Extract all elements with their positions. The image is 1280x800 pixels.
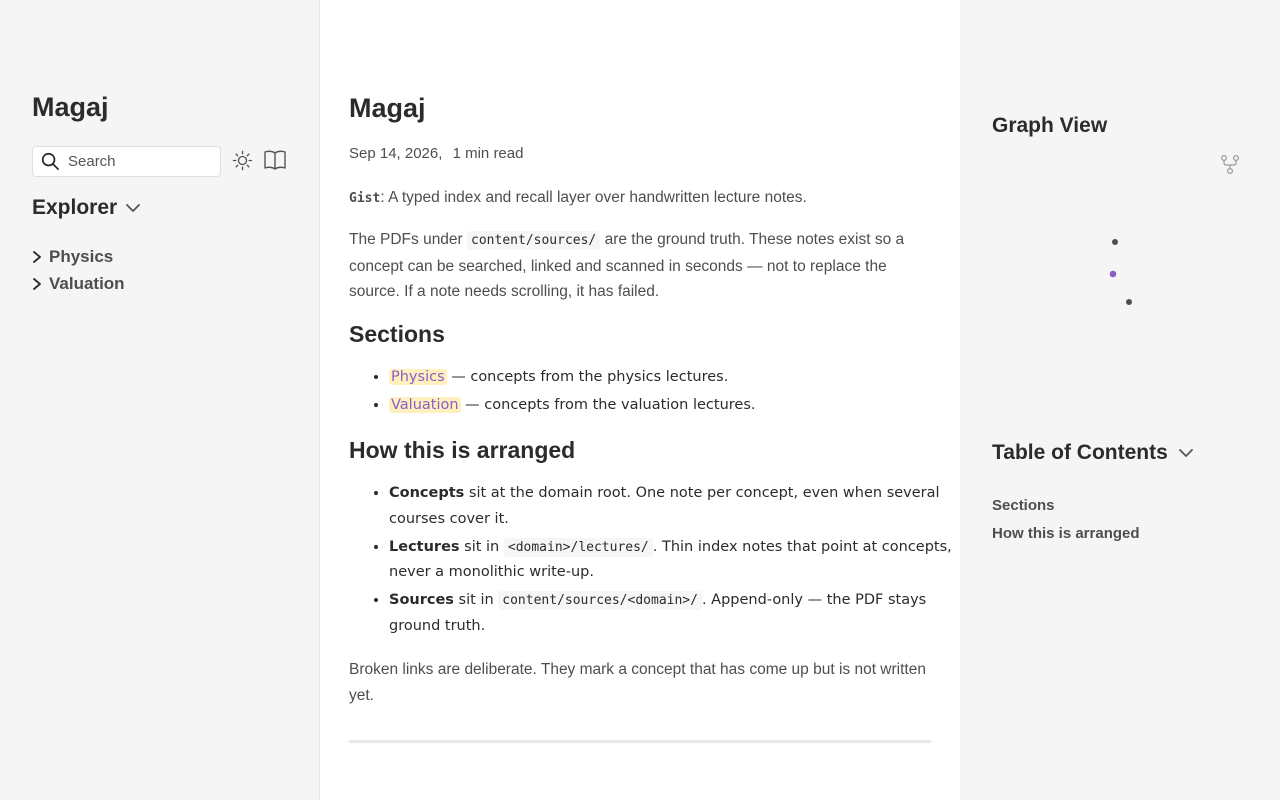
folder-valuation[interactable] — [30, 270, 125, 297]
sections-list — [349, 365, 971, 421]
list-item — [389, 588, 971, 639]
chevron-right-icon — [30, 250, 44, 264]
inline-code: content/sources/<domain>/ — [498, 591, 702, 610]
toc-item-sections[interactable]: Sections — [992, 497, 1055, 514]
list-item — [389, 393, 971, 419]
gist-text: : A typed index and recall layer over handwritten lecture notes. — [380, 189, 807, 206]
list-item-text: — concepts from the physics lectures. — [446, 369, 729, 385]
list-item-text: sit in — [459, 538, 504, 555]
chevron-right-icon — [30, 277, 44, 291]
gist-label: Gist — [349, 191, 381, 206]
explorer-label: Explorer — [32, 196, 118, 219]
read-time: 1 min read — [452, 145, 524, 162]
sun-icon — [232, 150, 253, 171]
graph-title: Graph View — [992, 114, 1108, 137]
graph-icon — [1220, 154, 1240, 176]
gist-paragraph — [349, 185, 931, 212]
list-item-text: — concepts from the valuation lectures. — [460, 397, 756, 413]
intro-text: The PDFs under — [349, 231, 463, 248]
list-item — [389, 481, 971, 532]
list-item-term: Concepts — [389, 485, 465, 501]
article-date: Sep 14, 2026, — [349, 145, 443, 162]
arranged-list — [349, 481, 971, 642]
site-title[interactable]: Magaj — [32, 92, 109, 122]
divider — [349, 740, 931, 743]
list-item-term: Lectures — [389, 538, 460, 555]
inline-code: content/sources/ — [467, 231, 600, 250]
toc-item-how-this-is-arranged[interactable]: How this is arranged — [992, 525, 1140, 542]
list-item — [389, 535, 971, 586]
graph-node[interactable] — [1112, 239, 1118, 245]
list-item-text: sit at the domain root. One note per concept, even when several courses cover it. — [389, 485, 940, 527]
list-item-text: . Thin index notes that point at concepts, never a monolithic write-up. — [389, 538, 952, 580]
list-item — [389, 365, 971, 391]
intro-paragraph — [349, 227, 931, 305]
search-icon — [41, 152, 60, 171]
link-valuation[interactable]: Valuation — [391, 397, 459, 413]
arranged-heading: How this is arranged — [349, 437, 576, 463]
explorer-toggle[interactable] — [32, 196, 141, 220]
footer-paragraph: Broken links are deliberate. They mark a concept that has come up but is not written yet. — [349, 661, 926, 704]
folder-physics[interactable] — [30, 243, 125, 270]
search-placeholder: Search — [68, 153, 116, 170]
article-title: Magaj — [349, 93, 426, 123]
folder-label: Physics — [49, 246, 114, 266]
graph-node-current[interactable] — [1110, 271, 1117, 278]
folder-label: Valuation — [49, 273, 125, 293]
graph-canvas[interactable] — [992, 180, 1248, 400]
reader-mode-button[interactable] — [263, 149, 287, 176]
list-item-text: . Append-only — the PDF stays ground truth. — [389, 592, 927, 634]
intro-text: are the ground truth. These notes exist so a concept can be searched, linked and scanned in seconds — not to replace the source. If a note needs scrolling, it has failed. — [349, 231, 905, 300]
inline-code: <domain>/lectures/ — [504, 538, 653, 557]
chevron-down-icon — [125, 200, 141, 216]
toc-title: Table of Contents — [992, 441, 1168, 464]
list-item-term: Sources — [389, 592, 454, 608]
explorer-tree — [30, 243, 125, 297]
link-physics[interactable]: Physics — [391, 369, 445, 385]
global-graph-button[interactable] — [1220, 154, 1240, 181]
search-button[interactable] — [32, 146, 221, 177]
toc-toggle[interactable] — [992, 441, 1194, 465]
theme-toggle-button[interactable] — [232, 150, 253, 176]
article-meta — [349, 145, 523, 162]
sections-heading: Sections — [349, 321, 445, 347]
list-item-text: sit in — [453, 592, 499, 608]
graph-node[interactable] — [1126, 299, 1132, 305]
chevron-down-icon — [1178, 445, 1194, 461]
book-icon — [263, 149, 287, 171]
left-sidebar — [0, 0, 320, 800]
toc-list — [992, 493, 1140, 549]
